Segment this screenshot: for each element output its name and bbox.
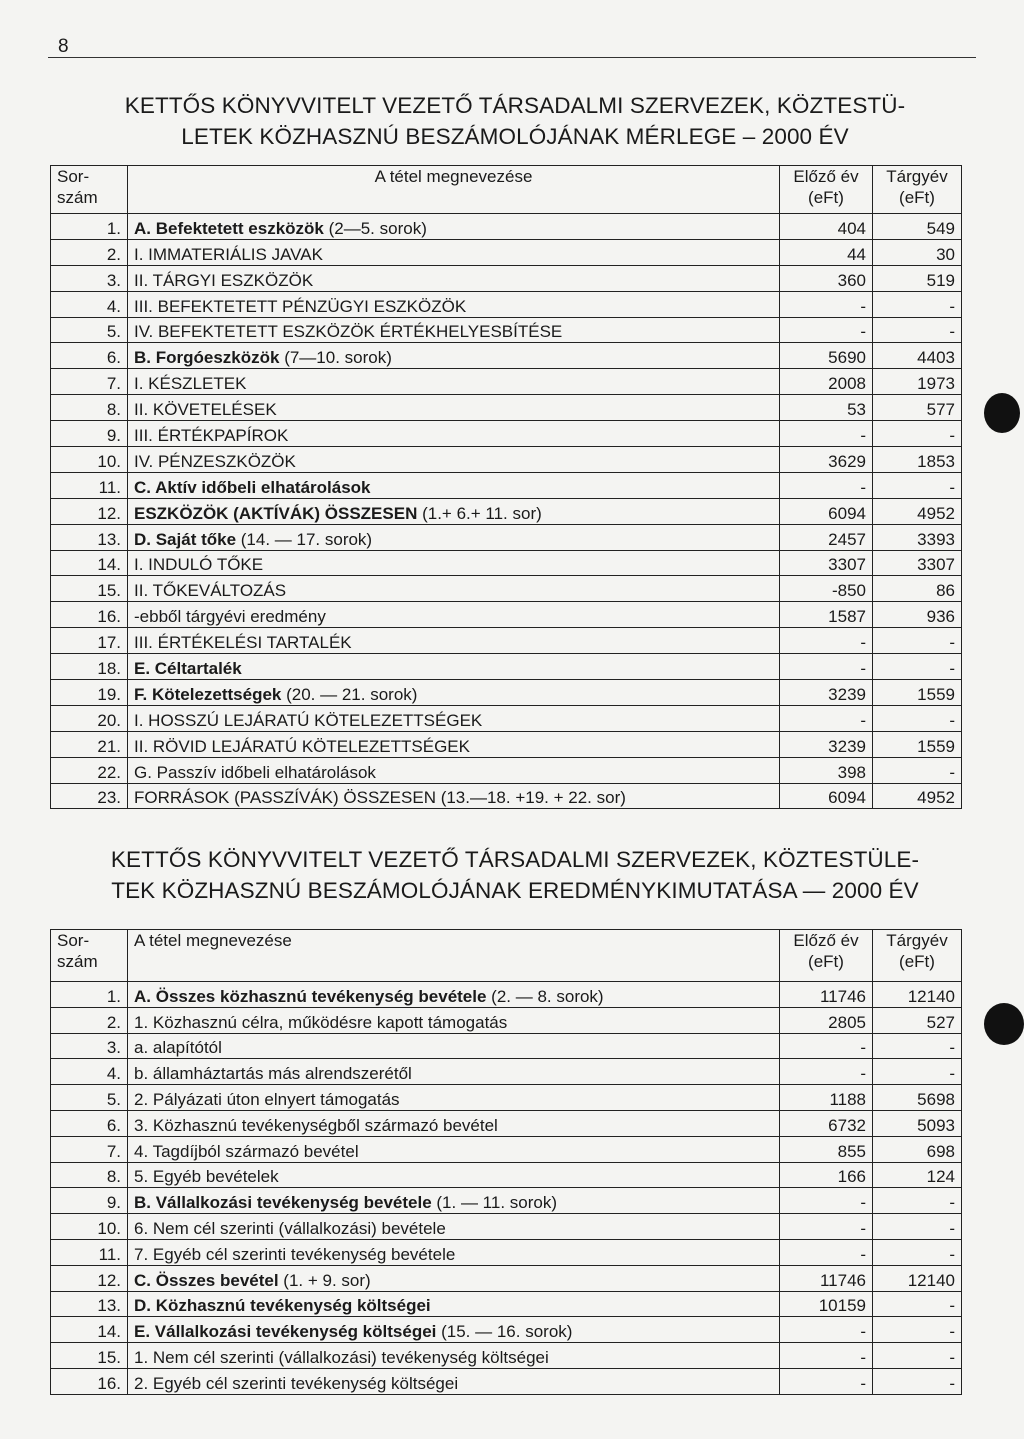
item-name-bold: C. Összes bevétel (134, 1270, 279, 1290)
current-year-value: 1559 (873, 731, 962, 757)
current-year-value: 1853 (873, 447, 962, 473)
current-year-value: 4952 (873, 783, 962, 809)
page-number: 8 (58, 36, 69, 57)
previous-year-value: 6094 (780, 498, 873, 524)
table-row (51, 498, 962, 524)
row-number: 7. (51, 1136, 128, 1162)
table-row (51, 757, 962, 783)
row-number: 3. (51, 1033, 128, 1059)
current-year-value: - (873, 705, 962, 731)
item-name-rest: III. ÉRTÉKPAPÍROK (134, 426, 289, 446)
previous-year-value: 6094 (780, 783, 873, 809)
item-name-rest: (14. — 17. sorok) (236, 529, 373, 549)
table-row (51, 1343, 962, 1369)
table-row (51, 1214, 962, 1240)
row-number: 23. (51, 783, 128, 809)
item-name-bold: E. Céltartalék (134, 659, 242, 679)
table-row (51, 421, 962, 447)
current-year-value: 3307 (873, 550, 962, 576)
row-number: 5. (51, 317, 128, 343)
previous-year-value: - (780, 317, 873, 343)
previous-year-value: 2008 (780, 369, 873, 395)
item-name (128, 628, 780, 654)
current-year-value: - (873, 1291, 962, 1317)
previous-year-value: 3239 (780, 731, 873, 757)
item-name-rest: II. TÁRGYI ESZKÖZÖK (134, 270, 314, 290)
row-number: 9. (51, 421, 128, 447)
current-year-value: 936 (873, 602, 962, 628)
previous-year-value: - (780, 705, 873, 731)
previous-year-value: - (780, 421, 873, 447)
balance-header-row (51, 166, 962, 214)
table-row (51, 1085, 962, 1111)
item-name-rest: IV. PÉNZESZKÖZÖK (134, 451, 296, 471)
table-row (51, 628, 962, 654)
current-year-value: 4952 (873, 498, 962, 524)
balance-sheet-title (60, 90, 970, 152)
item-name (128, 498, 780, 524)
previous-year-value: - (780, 472, 873, 498)
header-tetel-megnevezese: A tétel megnevezése (128, 166, 780, 214)
item-name (128, 1033, 780, 1059)
previous-year-value: 360 (780, 265, 873, 291)
table-row (51, 291, 962, 317)
punch-hole-upper (984, 393, 1020, 433)
item-name (128, 1110, 780, 1136)
item-name (128, 291, 780, 317)
item-name (128, 1265, 780, 1291)
row-number: 22. (51, 757, 128, 783)
previous-year-value: - (780, 1343, 873, 1369)
table-row (51, 705, 962, 731)
item-name (128, 1059, 780, 1085)
current-year-value: - (873, 1239, 962, 1265)
previous-year-value: 1587 (780, 602, 873, 628)
row-number: 2. (51, 1007, 128, 1033)
table-row (51, 1162, 962, 1188)
row-number: 20. (51, 705, 128, 731)
table-row (51, 1033, 962, 1059)
previous-year-value: 166 (780, 1162, 873, 1188)
current-year-value: - (873, 654, 962, 680)
previous-year-value: 2457 (780, 524, 873, 550)
current-year-value: 698 (873, 1136, 962, 1162)
item-name-bold: ESZKÖZÖK (AKTÍVÁK) ÖSSZESEN (134, 503, 418, 523)
item-name (128, 1239, 780, 1265)
current-year-value: 12140 (873, 982, 962, 1008)
item-name-bold: E. Vállalkozási tevékenység költségei (134, 1322, 437, 1342)
item-name-bold: B. Vállalkozási tevékenység bevétele (134, 1193, 432, 1213)
previous-year-value: - (780, 1188, 873, 1214)
previous-year-value: 11746 (780, 982, 873, 1008)
item-name-rest: (7—10. sorok) (279, 348, 392, 368)
previous-year-value: 1188 (780, 1085, 873, 1111)
table-row (51, 1368, 962, 1394)
previous-year-value: 11746 (780, 1265, 873, 1291)
previous-year-value: 10159 (780, 1291, 873, 1317)
item-name-bold: D. Közhasznú tevékenység költségei (134, 1296, 431, 1316)
row-number: 5. (51, 1085, 128, 1111)
previous-year-value: 3629 (780, 447, 873, 473)
income-title-line2: TEK KÖZHASZNÚ BESZÁMOLÓJÁNAK EREDMÉNYKIMUTATÁSA — 2000 ÉV (111, 878, 919, 903)
row-number: 7. (51, 369, 128, 395)
item-name-rest: (15. — 16. sorok) (436, 1322, 573, 1342)
item-name-rest: b. államháztartás más alrendszerétől (134, 1064, 412, 1084)
item-name-rest: 2. Pályázati úton elnyert támogatás (134, 1089, 400, 1109)
row-number: 12. (51, 498, 128, 524)
current-year-value: 30 (873, 239, 962, 265)
table-row (51, 654, 962, 680)
item-name (128, 239, 780, 265)
previous-year-value: 3307 (780, 550, 873, 576)
item-name-rest: -ebből tárgyévi eredmény (134, 607, 326, 627)
row-number: 18. (51, 654, 128, 680)
table-row (51, 524, 962, 550)
item-name (128, 1136, 780, 1162)
table-row (51, 1239, 962, 1265)
current-year-value: - (873, 1317, 962, 1343)
item-name (128, 982, 780, 1008)
row-number: 15. (51, 576, 128, 602)
table-row (51, 1188, 962, 1214)
item-name (128, 576, 780, 602)
item-name (128, 395, 780, 421)
item-name (128, 783, 780, 809)
item-name-rest: 4. Tagdíjból származó bevétel (134, 1141, 359, 1161)
row-number: 11. (51, 1239, 128, 1265)
previous-year-value: 5690 (780, 343, 873, 369)
item-name-rest: (1.+ 6.+ 11. sor) (417, 503, 542, 523)
item-name-rest: I. KÉSZLETEK (134, 374, 247, 394)
table-row (51, 1291, 962, 1317)
item-name (128, 757, 780, 783)
item-name (128, 1162, 780, 1188)
item-name-bold: F. Kötelezettségek (134, 684, 282, 704)
item-name (128, 1317, 780, 1343)
current-year-value: - (873, 421, 962, 447)
current-year-value: - (873, 1368, 962, 1394)
previous-year-value: - (780, 1317, 873, 1343)
previous-year-value: 398 (780, 757, 873, 783)
previous-year-value: - (780, 1214, 873, 1240)
income-statement-title (60, 844, 970, 906)
item-name (128, 265, 780, 291)
item-name-rest: 7. Egyéb cél szerinti tevékenység bevétele (134, 1244, 456, 1264)
table-row (51, 1059, 962, 1085)
item-name (128, 602, 780, 628)
current-year-value: - (873, 757, 962, 783)
item-name (128, 1007, 780, 1033)
row-number: 13. (51, 1291, 128, 1317)
item-name-rest: II. RÖVID LEJÁRATÚ KÖTELEZETTSÉGEK (134, 736, 470, 756)
punch-hole-lower (984, 1003, 1024, 1045)
balance-title-line2: LETEK KÖZHASZNÚ BESZÁMOLÓJÁNAK MÉRLEGE – 2000 ÉV (181, 124, 849, 149)
current-year-value: - (873, 1033, 962, 1059)
item-name-rest: G. Passzív időbeli elhatárolások (134, 762, 376, 782)
item-name (128, 1085, 780, 1111)
item-name-bold: A. Összes közhasznú tevékenység bevétele (134, 986, 487, 1006)
item-name-rest: 1. Közhasznú célra, működésre kapott támogatás (134, 1012, 508, 1032)
item-name-bold: B. Forgóeszközök (134, 348, 280, 368)
current-year-value: 549 (873, 214, 962, 240)
item-name-rest: 1. Nem cél szerinti (vállalkozási) tevékenység költségei (134, 1347, 549, 1367)
item-name (128, 447, 780, 473)
item-name-bold: C. Aktív időbeli elhatárolások (134, 477, 371, 497)
table-row (51, 1007, 962, 1033)
table-row (51, 265, 962, 291)
item-name (128, 421, 780, 447)
item-name (128, 1291, 780, 1317)
header-elozo-ev: Előző év (eFt) (780, 930, 873, 982)
table-row (51, 982, 962, 1008)
item-name-rest: I. HOSSZÚ LEJÁRATÚ KÖTELEZETTSÉGEK (134, 710, 483, 730)
current-year-value: 577 (873, 395, 962, 421)
row-number: 13. (51, 524, 128, 550)
row-number: 11. (51, 472, 128, 498)
previous-year-value: 6732 (780, 1110, 873, 1136)
header-elozo-ev: Előző év (eFt) (780, 166, 873, 214)
table-row (51, 369, 962, 395)
current-year-value: 1559 (873, 680, 962, 706)
row-number: 3. (51, 265, 128, 291)
item-name-rest: 2. Egyéb cél szerinti tevékenység költségei (134, 1373, 459, 1393)
item-name (128, 472, 780, 498)
item-name-rest: (1. + 9. sor) (278, 1270, 371, 1290)
previous-year-value: - (780, 1368, 873, 1394)
current-year-value: - (873, 628, 962, 654)
item-name-rest: III. BEFEKTETETT PÉNZÜGYI ESZKÖZÖK (134, 296, 467, 316)
row-number: 2. (51, 239, 128, 265)
current-year-value: 12140 (873, 1265, 962, 1291)
header-targyev: Tárgyév (eFt) (873, 166, 962, 214)
current-year-value: 4403 (873, 343, 962, 369)
item-name (128, 1368, 780, 1394)
previous-year-value: -850 (780, 576, 873, 602)
table-row (51, 1265, 962, 1291)
current-year-value: 1973 (873, 369, 962, 395)
table-row (51, 1136, 962, 1162)
current-year-value: - (873, 1188, 962, 1214)
item-name-bold: A. Befektetett eszközök (134, 218, 324, 238)
item-name (128, 343, 780, 369)
row-number: 10. (51, 447, 128, 473)
current-year-value: 527 (873, 1007, 962, 1033)
item-name-rest: I. IMMATERIÁLIS JAVAK (134, 244, 323, 264)
current-year-value: 124 (873, 1162, 962, 1188)
previous-year-value: - (780, 628, 873, 654)
previous-year-value: 2805 (780, 1007, 873, 1033)
item-name-rest: 3. Közhasznú tevékenységből származó bevétel (134, 1115, 498, 1135)
item-name (128, 369, 780, 395)
row-number: 8. (51, 1162, 128, 1188)
row-number: 16. (51, 602, 128, 628)
item-name-rest: FORRÁSOK (PASSZÍVÁK) ÖSSZESEN (13.—18. +19. + 22. sor) (134, 788, 626, 808)
row-number: 1. (51, 214, 128, 240)
current-year-value: 519 (873, 265, 962, 291)
income-statement-table (50, 929, 962, 1395)
row-number: 6. (51, 343, 128, 369)
table-row (51, 214, 962, 240)
current-year-value: - (873, 1214, 962, 1240)
header-tetel-megnevezese: A tétel megnevezése (128, 930, 780, 982)
row-number: 6. (51, 1110, 128, 1136)
header-sorszam: Sor- szám (51, 166, 128, 214)
previous-year-value: 855 (780, 1136, 873, 1162)
row-number: 14. (51, 550, 128, 576)
row-number: 19. (51, 680, 128, 706)
row-number: 12. (51, 1265, 128, 1291)
table-row (51, 731, 962, 757)
current-year-value: - (873, 291, 962, 317)
table-row (51, 680, 962, 706)
table-row (51, 550, 962, 576)
item-name-rest: IV. BEFEKTETETT ESZKÖZÖK ÉRTÉKHELYESBÍTÉSE (134, 322, 563, 342)
item-name-rest: (1. — 11. sorok) (431, 1193, 558, 1213)
table-row (51, 472, 962, 498)
current-year-value: 5093 (873, 1110, 962, 1136)
row-number: 14. (51, 1317, 128, 1343)
row-number: 4. (51, 291, 128, 317)
current-year-value: - (873, 1059, 962, 1085)
item-name (128, 214, 780, 240)
item-name-rest: (20. — 21. sorok) (281, 684, 418, 704)
item-name (128, 1188, 780, 1214)
row-number: 17. (51, 628, 128, 654)
table-row (51, 239, 962, 265)
item-name (128, 317, 780, 343)
item-name-rest: (2. — 8. sorok) (486, 986, 604, 1006)
item-name (128, 550, 780, 576)
row-number: 16. (51, 1368, 128, 1394)
item-name-rest: I. INDULÓ TŐKE (134, 555, 264, 575)
item-name-rest: II. KÖVETELÉSEK (134, 400, 277, 420)
balance-sheet-table (50, 165, 962, 809)
row-number: 9. (51, 1188, 128, 1214)
item-name-rest: (2—5. sorok) (323, 218, 427, 238)
row-number: 1. (51, 982, 128, 1008)
table-row (51, 395, 962, 421)
item-name (128, 1343, 780, 1369)
item-name (128, 654, 780, 680)
previous-year-value: - (780, 291, 873, 317)
table-row (51, 576, 962, 602)
row-number: 10. (51, 1214, 128, 1240)
table-row (51, 447, 962, 473)
item-name (128, 731, 780, 757)
table-row (51, 343, 962, 369)
current-year-value: - (873, 472, 962, 498)
item-name-rest: 5. Egyéb bevételek (134, 1167, 279, 1187)
table-row (51, 602, 962, 628)
item-name-rest: a. alapítótól (134, 1038, 222, 1058)
previous-year-value: - (780, 1033, 873, 1059)
previous-year-value: - (780, 654, 873, 680)
current-year-value: - (873, 317, 962, 343)
item-name-bold: D. Saját tőke (134, 529, 237, 549)
item-name (128, 1214, 780, 1240)
item-name (128, 680, 780, 706)
current-year-value: 3393 (873, 524, 962, 550)
balance-title-line1: KETTŐS KÖNYVVITELT VEZETŐ TÁRSADALMI SZERVEZEK, KÖZTESTÜ- (124, 93, 906, 118)
table-row (51, 1110, 962, 1136)
row-number: 8. (51, 395, 128, 421)
header-sorszam: Sor- szám (51, 930, 128, 982)
row-number: 15. (51, 1343, 128, 1369)
current-year-value: 5698 (873, 1085, 962, 1111)
item-name-rest: III. ÉRTÉKELÉSI TARTALÉK (134, 633, 352, 653)
row-number: 21. (51, 731, 128, 757)
table-row (51, 783, 962, 809)
table-row (51, 317, 962, 343)
previous-year-value: 44 (780, 239, 873, 265)
current-year-value: 86 (873, 576, 962, 602)
row-number: 4. (51, 1059, 128, 1085)
previous-year-value: 404 (780, 214, 873, 240)
income-header-row (51, 930, 962, 982)
item-name (128, 524, 780, 550)
previous-year-value: 3239 (780, 680, 873, 706)
item-name-rest: 6. Nem cél szerinti (vállalkozási) bevétele (134, 1218, 446, 1238)
top-rule (48, 57, 976, 58)
previous-year-value: - (780, 1059, 873, 1085)
item-name-rest: II. TŐKEVÁLTOZÁS (134, 581, 287, 601)
item-name (128, 705, 780, 731)
income-title-line1: KETTŐS KÖNYVVITELT VEZETŐ TÁRSADALMI SZERVEZEK, KÖZTESTÜLE- (110, 847, 920, 872)
table-row (51, 1317, 962, 1343)
current-year-value: - (873, 1343, 962, 1369)
previous-year-value: 53 (780, 395, 873, 421)
previous-year-value: - (780, 1239, 873, 1265)
header-targyev: Tárgyév (eFt) (873, 930, 962, 982)
